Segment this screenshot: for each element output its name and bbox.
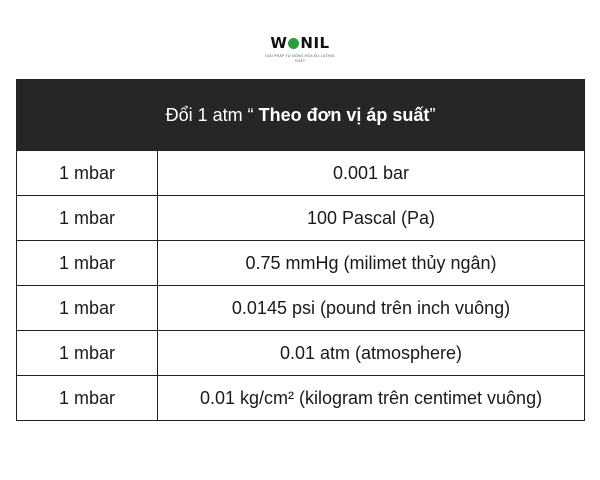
to-unit-cell: 0.75 mmHg (milimet thủy ngân) — [158, 241, 585, 286]
from-unit-cell: 1 mbar — [17, 241, 158, 286]
to-unit-cell: 0.0145 psi (pound trên inch vuông) — [158, 286, 585, 331]
title-prefix: Đổi 1 atm “ — [165, 104, 259, 125]
table-row — [17, 151, 585, 196]
from-unit-cell: 1 mbar — [17, 286, 158, 331]
table-row — [17, 331, 585, 376]
title-suffix: ” — [429, 104, 436, 125]
table-row — [17, 376, 585, 421]
brand-logo — [265, 34, 335, 64]
logo-tagline: GIẢI PHÁP TỰ ĐỘNG HÓA ĐO LƯỜNG CHẤT — [265, 54, 335, 63]
table-header-row — [17, 80, 585, 151]
table-row — [17, 241, 585, 286]
table-row — [17, 286, 585, 331]
to-unit-cell: 0.01 kg/cm² (kilogram trên centimet vuông) — [158, 376, 585, 421]
logo-globe-icon — [288, 38, 299, 49]
from-unit-cell: 1 mbar — [17, 331, 158, 376]
to-unit-cell: 0.01 atm (atmosphere) — [158, 331, 585, 376]
from-unit-cell: 1 mbar — [17, 376, 158, 421]
conversion-table — [16, 79, 585, 421]
logo-text-prefix: W — [270, 34, 288, 52]
table-row — [17, 196, 585, 241]
table-title — [17, 80, 585, 151]
title-bold: Theo đơn vị áp suất — [258, 104, 430, 125]
logo-wordmark — [270, 34, 329, 52]
to-unit-cell: 100 Pascal (Pa) — [158, 196, 585, 241]
from-unit-cell: 1 mbar — [17, 196, 158, 241]
logo-text-suffix: NIL — [300, 34, 330, 52]
from-unit-cell: 1 mbar — [17, 151, 158, 196]
to-unit-cell: 0.001 bar — [158, 151, 585, 196]
